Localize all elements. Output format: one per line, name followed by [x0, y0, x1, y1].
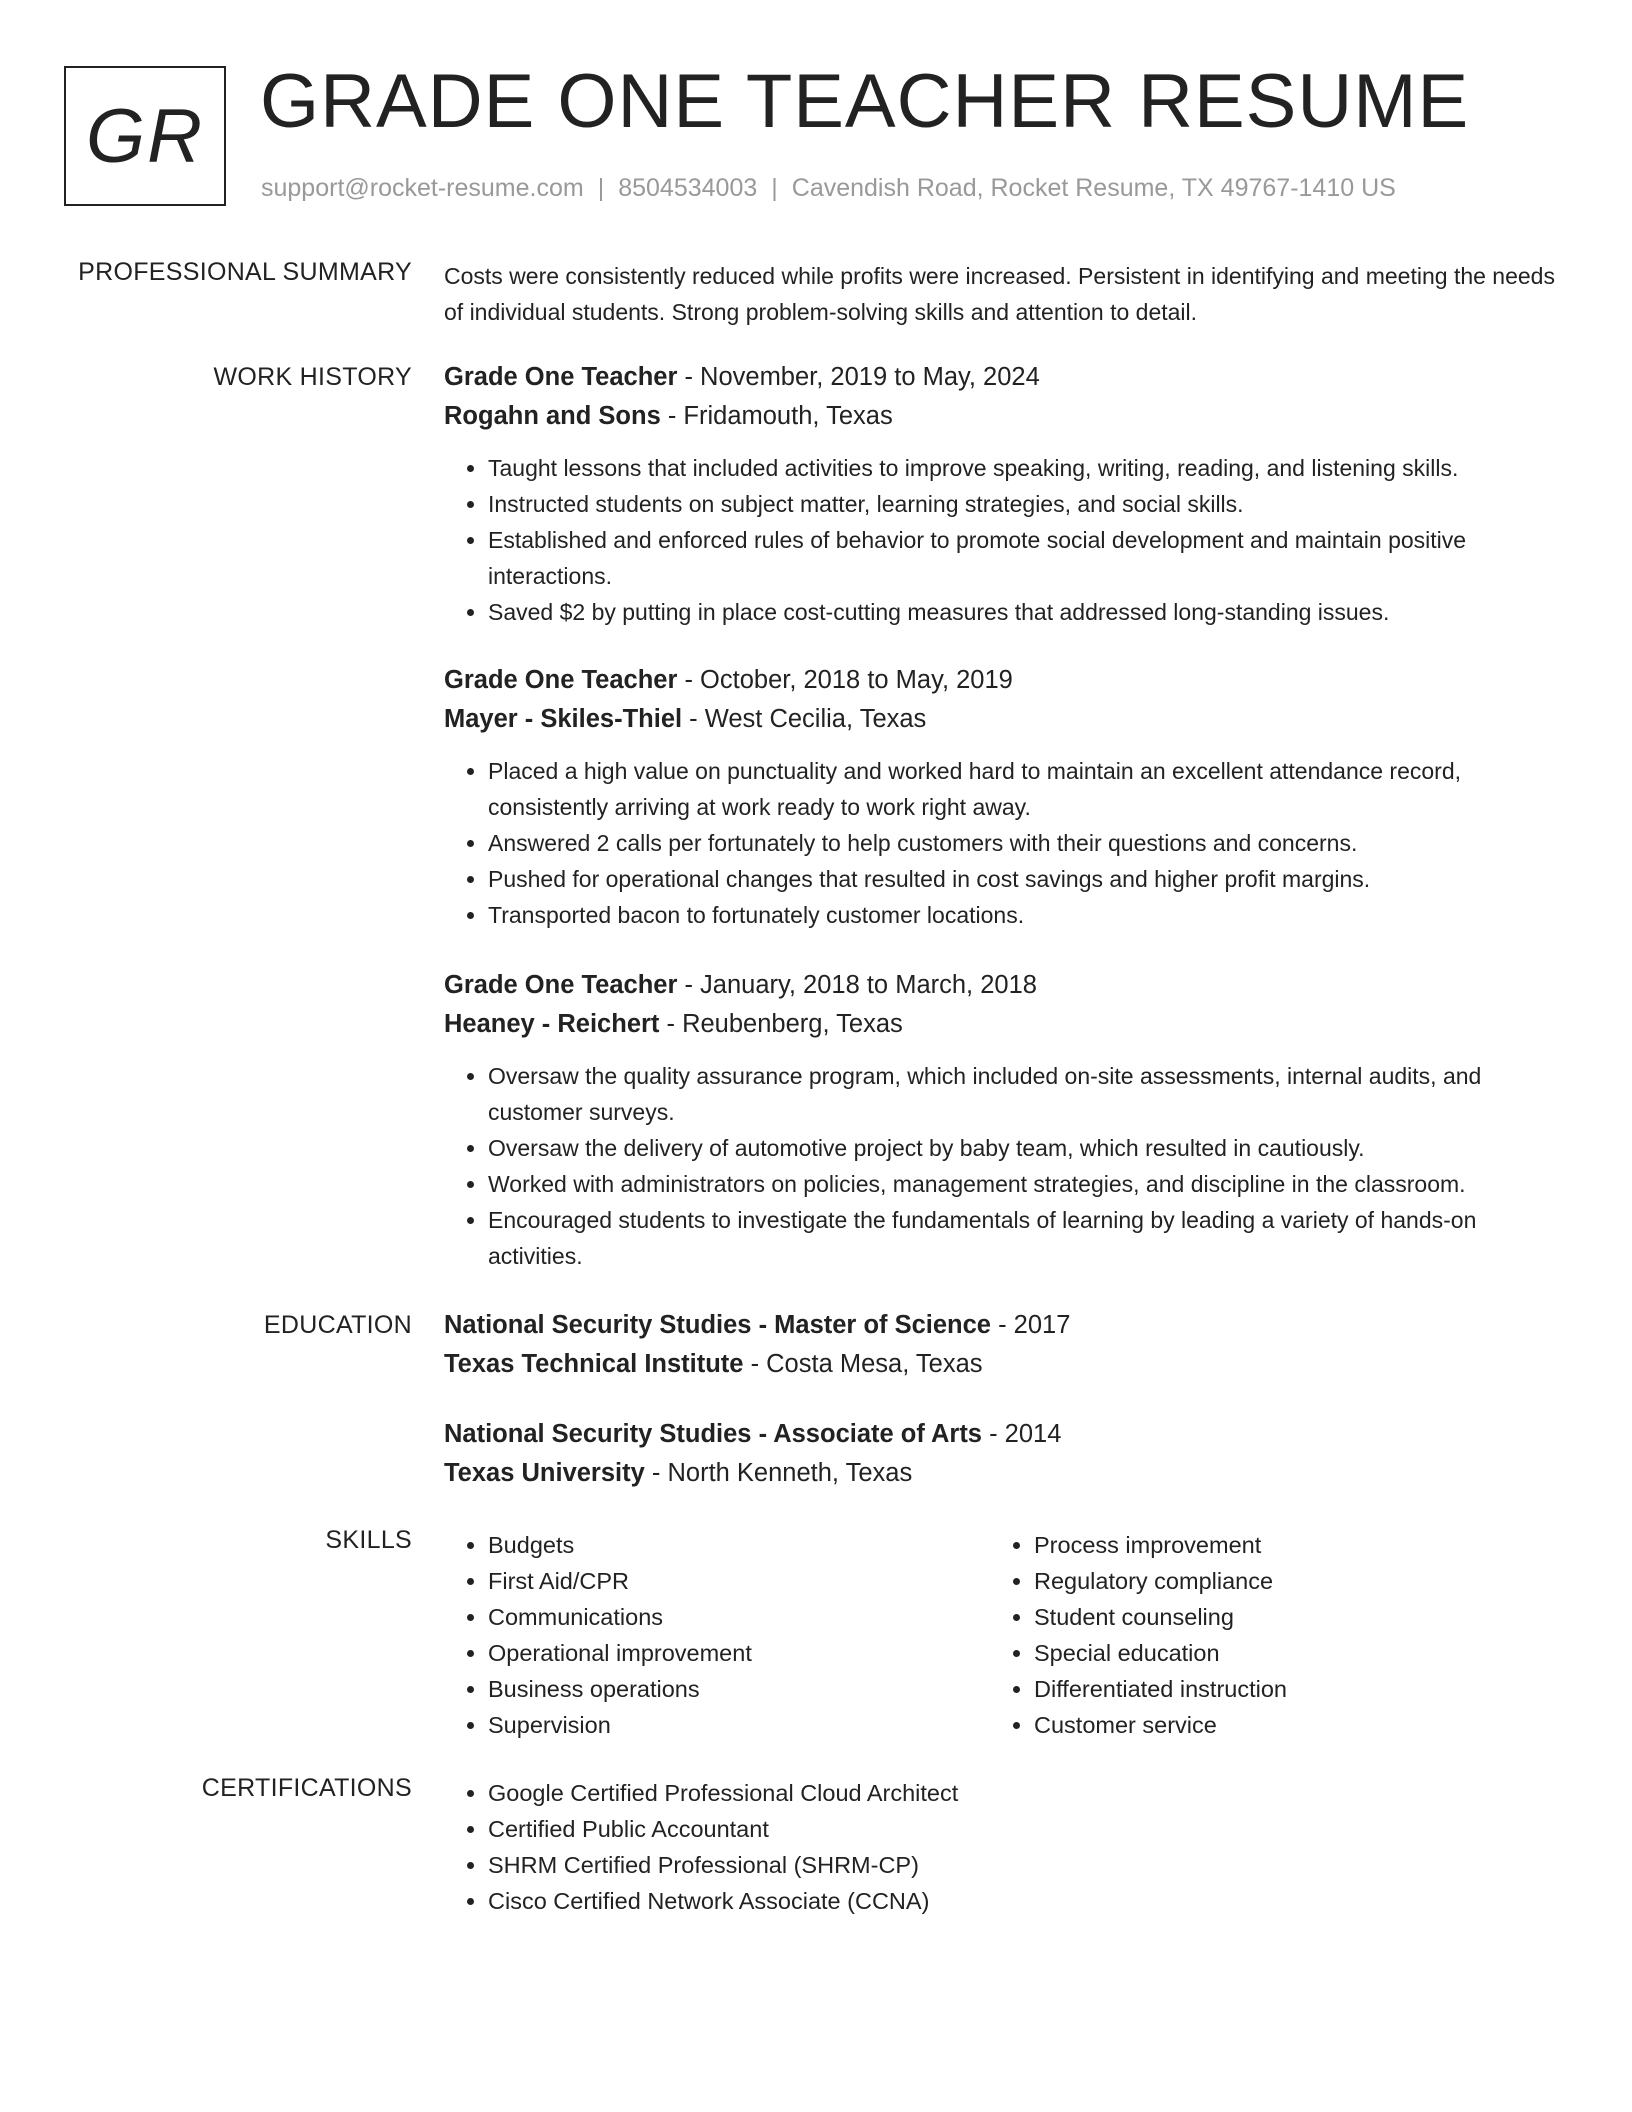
- contact-separator: |: [597, 174, 605, 202]
- job-dates: - November, 2019 to May, 2024: [677, 363, 1040, 391]
- education-entry: [444, 1415, 1559, 1493]
- job-bullet: • Saved $2 by putting in place cost-cutting measures that addressed long-standing issues.: [488, 594, 1559, 630]
- skill-item: • Student counseling: [1034, 1599, 1534, 1635]
- job-bullets: [444, 1058, 1559, 1274]
- skill-item: • Operational improvement: [488, 1635, 990, 1671]
- section-label-certifications: CERTIFICATIONS: [201, 1774, 412, 1802]
- skill-item: • Communications: [488, 1599, 990, 1635]
- job-entry: [444, 661, 1559, 933]
- job-location: - Reubenberg, Texas: [659, 1010, 903, 1038]
- education-degree: National Security Studies - Master of Science: [444, 1311, 991, 1339]
- skill-item: • Business operations: [488, 1671, 990, 1707]
- job-title: Grade One Teacher: [444, 363, 678, 391]
- job-company: Mayer - Skiles-Thiel: [444, 705, 683, 733]
- job-company: Heaney - Reichert: [444, 1010, 660, 1038]
- job-bullet: • Answered 2 calls per fortunately to help customers with their questions and concerns.: [488, 825, 1559, 861]
- section-label-summary: PROFESSIONAL SUMMARY: [78, 258, 412, 286]
- certifications-list: [444, 1775, 958, 1919]
- job-bullet: • Worked with administrators on policies, management strategies, and discipline in the classroom.: [488, 1166, 1559, 1202]
- monogram-logo: GR: [64, 66, 226, 206]
- education-school-line: [444, 1454, 1559, 1493]
- skill-item: • Differentiated instruction: [1034, 1671, 1534, 1707]
- job-bullet: • Placed a high value on punctuality and worked hard to maintain an excellent attendance record, consistently arriving at work ready to work right away.: [488, 753, 1559, 825]
- education-entry: [444, 1306, 1559, 1384]
- job-bullet: • Instructed students on subject matter, learning strategies, and social skills.: [488, 486, 1559, 522]
- job-bullet: • Transported bacon to fortunately customer locations.: [488, 897, 1559, 933]
- education-location: - Costa Mesa, Texas: [743, 1350, 983, 1378]
- summary-text: Costs were consistently reduced while profits were increased. Persistent in identifying and meeting the needs of individual students. Strong problem-solving skills and attention to detail.: [444, 263, 1555, 325]
- job-dates: - October, 2018 to May, 2019: [677, 666, 1013, 694]
- education-school: Texas University: [444, 1459, 645, 1487]
- contact-phone: 8504534003: [618, 174, 758, 202]
- job-bullets: [444, 450, 1559, 630]
- job-bullet: • Oversaw the delivery of automotive project by baby team, which resulted in cautiously.: [488, 1130, 1559, 1166]
- job-company: Rogahn and Sons: [444, 402, 661, 430]
- skill-item: • Regulatory compliance: [1034, 1563, 1534, 1599]
- education-school: Texas Technical Institute: [444, 1350, 744, 1378]
- contact-address: Cavendish Road, Rocket Resume, TX 49767-1410 US: [791, 174, 1396, 202]
- job-title: Grade One Teacher: [444, 971, 678, 999]
- contact-line: [261, 174, 1396, 203]
- skills-grid: [444, 1527, 1559, 1743]
- skills-list-right: [990, 1527, 1534, 1743]
- skill-item: • Customer service: [1034, 1707, 1534, 1743]
- section-label-education: EDUCATION: [263, 1311, 412, 1339]
- job-entry: [444, 966, 1559, 1274]
- certification-item: • SHRM Certified Professional (SHRM-CP): [488, 1847, 958, 1883]
- job-bullet: • Encouraged students to investigate the fundamentals of learning by leading a variety of hands-on activities.: [488, 1202, 1559, 1274]
- certification-item: • Cisco Certified Network Associate (CCNA): [488, 1883, 958, 1919]
- education-school-line: [444, 1345, 1559, 1384]
- job-title: Grade One Teacher: [444, 666, 678, 694]
- job-company-line: [444, 700, 1559, 739]
- page-title: GRADE ONE TEACHER RESUME: [260, 59, 1470, 144]
- skill-item: • First Aid/CPR: [488, 1563, 990, 1599]
- skill-item: • Process improvement: [1034, 1527, 1534, 1563]
- education-location: - North Kenneth, Texas: [644, 1459, 913, 1487]
- job-company-line: [444, 1005, 1559, 1044]
- certification-item: • Certified Public Accountant: [488, 1811, 958, 1847]
- section-label-skills: SKILLS: [325, 1526, 412, 1554]
- education-degree: National Security Studies - Associate of Arts: [444, 1420, 982, 1448]
- education-degree-line: [444, 1415, 1559, 1454]
- skill-item: • Budgets: [488, 1527, 990, 1563]
- certification-item: • Google Certified Professional Cloud Architect: [488, 1775, 958, 1811]
- job-location: - West Cecilia, Texas: [682, 705, 927, 733]
- education-year: - 2017: [991, 1311, 1071, 1339]
- skills-list-left: [444, 1527, 990, 1743]
- contact-email: support@rocket-resume.com: [261, 174, 584, 202]
- job-bullet: • Taught lessons that included activities to improve speaking, writing, reading, and listening skills.: [488, 450, 1559, 486]
- job-title-line: [444, 358, 1559, 397]
- section-label-work-history: WORK HISTORY: [213, 363, 412, 391]
- job-company-line: [444, 397, 1559, 436]
- education-degree-line: [444, 1306, 1559, 1345]
- job-bullets: [444, 753, 1559, 933]
- job-dates: - January, 2018 to March, 2018: [677, 971, 1037, 999]
- job-title-line: [444, 661, 1559, 700]
- education-year: - 2014: [982, 1420, 1062, 1448]
- job-bullet: • Established and enforced rules of behavior to promote social development and maintain positive interactions.: [488, 522, 1559, 594]
- job-bullet: • Pushed for operational changes that resulted in cost savings and higher profit margins.: [488, 861, 1559, 897]
- skill-item: • Supervision: [488, 1707, 990, 1743]
- job-title-line: [444, 966, 1559, 1005]
- job-entry: [444, 358, 1559, 630]
- contact-separator: |: [771, 174, 778, 202]
- job-bullet: • Oversaw the quality assurance program, which included on-site assessments, internal audits, and customer surveys.: [488, 1058, 1559, 1130]
- job-location: - Fridamouth, Texas: [660, 402, 893, 430]
- skill-item: • Special education: [1034, 1635, 1534, 1671]
